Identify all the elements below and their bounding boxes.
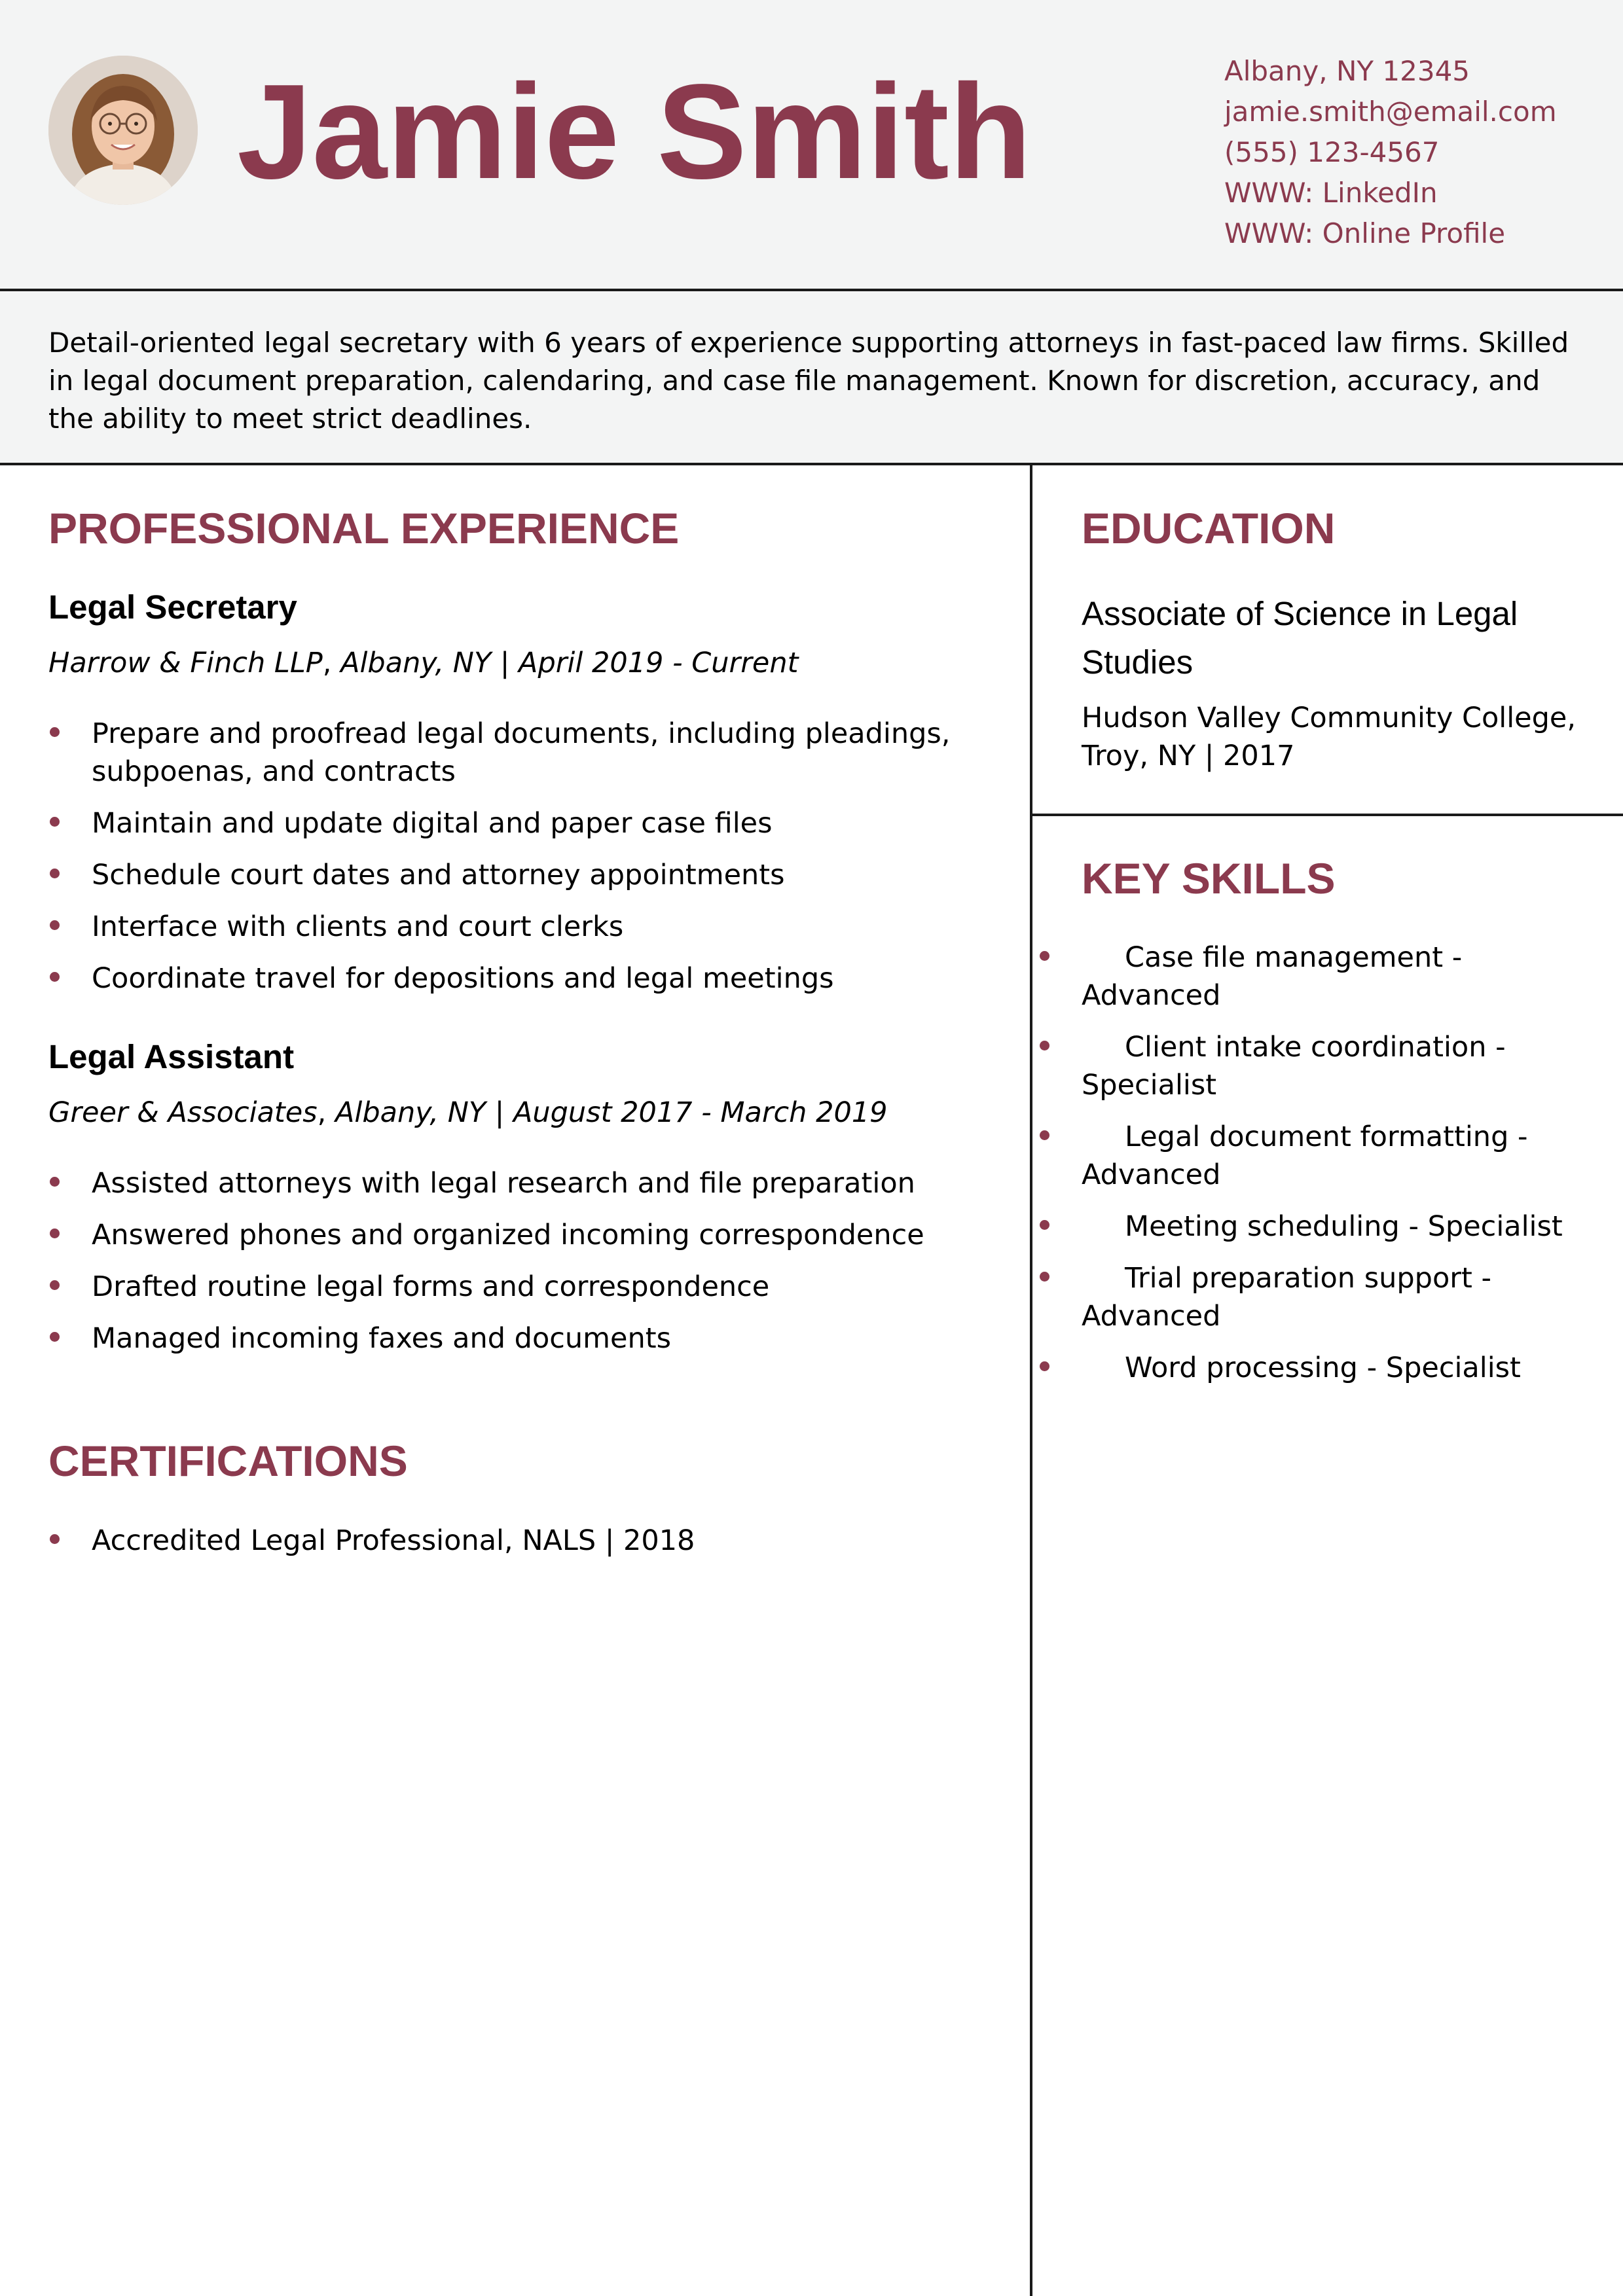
job-bullets-2 bbox=[48, 1164, 991, 1371]
contact-online-profile[interactable]: WWW: Online Profile bbox=[1224, 217, 1506, 249]
job-details-1: Albany, NY | April 2019 - Current bbox=[331, 647, 799, 679]
list-item: Coordinate travel for depositions and legal meetings bbox=[48, 960, 991, 997]
list-item: Meeting scheduling - Specialist bbox=[1082, 1208, 1566, 1246]
list-item: Prepare and proofread legal documents, including pleadings, subpoenas, and contracts bbox=[48, 715, 991, 791]
skills-list bbox=[1082, 939, 1566, 1401]
job-details-2: Albany, NY | August 2017 - March 2019 bbox=[326, 1096, 888, 1129]
job-company-1: Harrow & Finch LLP bbox=[48, 647, 323, 679]
education-degree: Associate of Science in Legal Studies bbox=[1082, 595, 1518, 681]
contact-address: Albany, NY 12345 bbox=[1224, 55, 1470, 87]
list-item: Trial preparation support - Advanced bbox=[1082, 1259, 1566, 1335]
education-heading: EDUCATION bbox=[1082, 504, 1336, 552]
list-item: Client intake coordination - Specialist bbox=[1082, 1028, 1566, 1104]
summary-section bbox=[0, 291, 1623, 465]
resume-header bbox=[0, 0, 1623, 291]
list-item: Drafted routine legal forms and correspondence bbox=[48, 1268, 991, 1306]
certifications-list bbox=[48, 1522, 991, 1573]
experience-heading: PROFESSIONAL EXPERIENCE bbox=[48, 504, 680, 552]
job-company-2: Greer & Associates bbox=[48, 1096, 318, 1129]
list-item: Accredited Legal Professional, NALS | 2018 bbox=[48, 1522, 991, 1560]
job-separator-2: , bbox=[317, 1096, 327, 1129]
job-separator-1: , bbox=[322, 647, 332, 679]
skills-heading: KEY SKILLS bbox=[1082, 854, 1336, 903]
list-item: Managed incoming faxes and documents bbox=[48, 1319, 991, 1357]
list-item: Maintain and update digital and paper case files bbox=[48, 804, 991, 842]
contact-list bbox=[1224, 51, 1557, 254]
profile-photo-icon bbox=[48, 56, 198, 205]
column-divider bbox=[1030, 465, 1032, 2296]
job-meta-1 bbox=[48, 643, 798, 683]
job-bullets-1 bbox=[48, 715, 991, 1011]
list-item: Schedule court dates and attorney appointments bbox=[48, 856, 991, 894]
candidate-name: Jamie Smith bbox=[237, 56, 1032, 207]
contact-linkedin[interactable]: WWW: LinkedIn bbox=[1224, 177, 1438, 209]
right-section-divider bbox=[1032, 814, 1623, 816]
job-title-1: Legal Secretary bbox=[48, 588, 297, 626]
list-item: Word processing - Specialist bbox=[1082, 1349, 1566, 1387]
education-school: Hudson Valley Community College, Troy, NY | 2017 bbox=[1082, 702, 1577, 772]
contact-email[interactable]: jamie.smith@email.com bbox=[1224, 96, 1557, 128]
contact-phone[interactable]: (555) 123-4567 bbox=[1224, 136, 1440, 168]
summary-text: Detail-oriented legal secretary with 6 years of experience supporting attorneys in fast-paced law firms. Skilled in legal document preparation, calendaring, and case file management. Known for discretion, accuracy, and the ability to meet strict deadlines. bbox=[48, 327, 1569, 435]
profile-photo bbox=[48, 56, 198, 205]
certifications-heading: CERTIFICATIONS bbox=[48, 1437, 408, 1485]
list-item: Interface with clients and court clerks bbox=[48, 908, 991, 946]
list-item: Legal document formatting - Advanced bbox=[1082, 1118, 1566, 1194]
job-meta-2 bbox=[48, 1093, 888, 1132]
list-item: Assisted attorneys with legal research and file preparation bbox=[48, 1164, 991, 1202]
list-item: Case file management - Advanced bbox=[1082, 939, 1566, 1014]
job-title-2: Legal Assistant bbox=[48, 1038, 295, 1075]
list-item: Answered phones and organized incoming correspondence bbox=[48, 1216, 991, 1254]
